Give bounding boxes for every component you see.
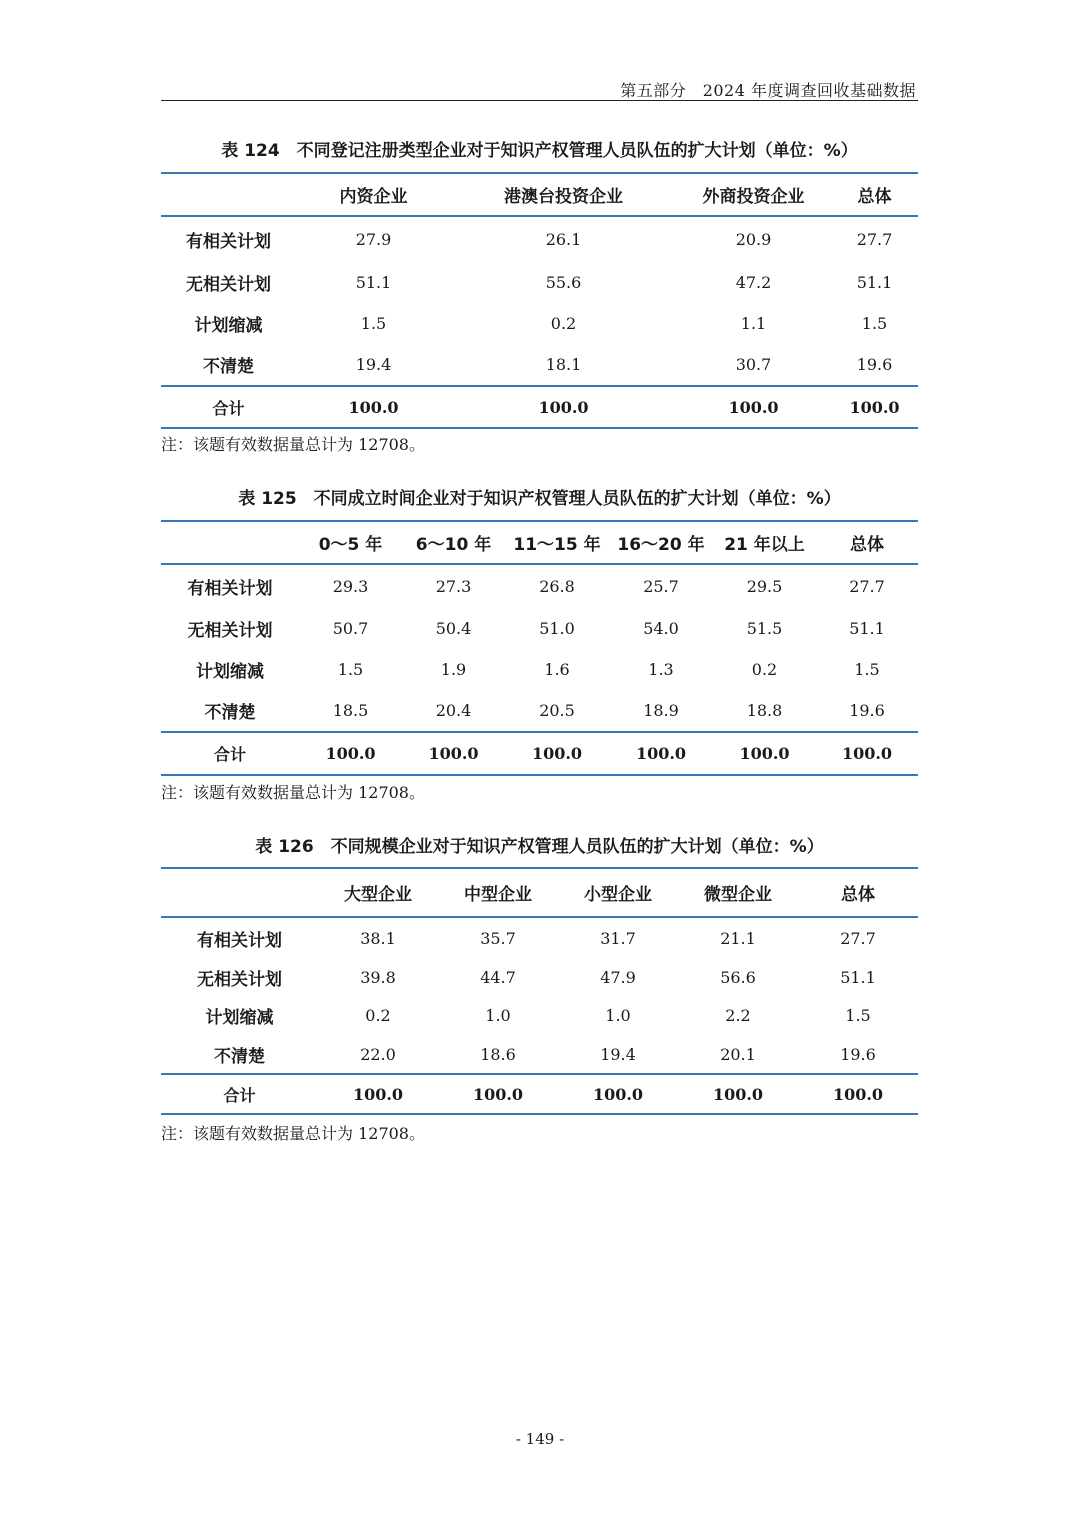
column-header: 0～5 年	[318, 535, 383, 555]
table-cell: 19.6	[856, 355, 893, 374]
table-cell: 100.0	[712, 1084, 764, 1104]
table-cell: 35.7	[480, 928, 516, 948]
table-cell: 26.1	[545, 230, 582, 249]
table-cell: 1.5	[360, 314, 387, 333]
table-header-row	[161, 868, 918, 917]
table-cell: 47.2	[735, 273, 772, 292]
table-cell: 51.1	[849, 619, 885, 638]
table-header-row	[161, 173, 918, 216]
table-cell: 51.1	[355, 273, 392, 292]
row-label: 无相关计划	[197, 969, 282, 990]
table-cell: 0.2	[550, 314, 577, 333]
table-cell: 18.5	[332, 701, 369, 720]
table-cell: 21.1	[720, 928, 756, 948]
table-cell: 100.0	[832, 1084, 884, 1104]
table-row	[161, 216, 918, 262]
table-row	[161, 608, 918, 649]
table-cell: 22.0	[360, 1044, 396, 1064]
table-row	[161, 996, 918, 1035]
table-cell: 18.1	[545, 355, 582, 374]
column-header: 小型企业	[584, 885, 652, 905]
table-header-row	[161, 521, 918, 564]
row-label: 不清楚	[214, 1046, 265, 1067]
table-cell: 100.0	[472, 1084, 524, 1104]
table-cell: 18.8	[746, 701, 783, 720]
table-cell: 1.9	[440, 660, 467, 679]
table-cell: 100.0	[849, 397, 900, 417]
column-header	[161, 868, 318, 917]
row-label: 无相关计划	[186, 275, 271, 295]
table-cell: 100.0	[841, 744, 893, 763]
table-125-caption: 表 125 不同成立时间企业对于知识产权管理人员队伍的扩大计划（单位：%）	[238, 489, 841, 509]
table-125-note: 注：该题有效数据量总计为 12708。	[161, 783, 425, 802]
table-cell: 27.9	[355, 230, 392, 249]
column-header: 总体	[841, 885, 875, 905]
table-cell: 1.5	[861, 314, 888, 333]
table-cell: 26.8	[539, 577, 575, 596]
table-row	[161, 303, 918, 344]
table-cell: 51.1	[856, 273, 893, 292]
table-126-note: 注：该题有效数据量总计为 12708。	[161, 1124, 425, 1143]
column-header	[161, 173, 296, 216]
column-header: 港澳台投资企业	[504, 187, 623, 207]
running-header	[161, 76, 918, 101]
table-cell: 100.0	[428, 744, 479, 763]
column-header: 总体	[857, 187, 892, 207]
table-cell: 19.4	[355, 355, 392, 374]
table-row	[161, 1035, 918, 1074]
table-cell: 18.6	[480, 1044, 516, 1064]
table-cell: 50.4	[435, 619, 472, 638]
table-row	[161, 958, 918, 996]
column-header: 中型企业	[464, 885, 532, 905]
column-header: 内资企业	[339, 187, 408, 207]
table-cell: 100.0	[352, 1084, 404, 1104]
table-126	[161, 867, 918, 1115]
table-124	[161, 172, 918, 429]
table-cell: 1.3	[648, 660, 674, 679]
table-cell: 27.3	[435, 577, 472, 596]
column-header: 11～15 年	[513, 535, 601, 555]
table-total-row	[161, 732, 918, 775]
column-header: 外商投资企业	[702, 187, 805, 207]
table-126-caption: 表 126 不同规模企业对于知识产权管理人员队伍的扩大计划（单位：%）	[255, 837, 824, 857]
row-label: 合计	[213, 745, 246, 764]
row-label: 有相关计划	[187, 579, 273, 599]
table-cell: 1.5	[845, 1006, 871, 1025]
table-cell: 27.7	[849, 577, 885, 596]
table-total-row	[161, 386, 918, 428]
table-cell: 20.1	[720, 1044, 756, 1064]
table-cell: 51.5	[746, 619, 783, 638]
table-cell: 27.7	[840, 928, 876, 948]
row-label: 有相关计划	[197, 930, 282, 951]
table-cell: 56.6	[720, 967, 756, 987]
running-header-text: 第五部分 2024 年度调查回收基础数据	[620, 81, 916, 100]
table-cell: 50.7	[332, 619, 369, 638]
table-cell: 100.0	[538, 397, 589, 417]
table-cell: 100.0	[635, 744, 687, 763]
table-cell: 31.7	[600, 928, 636, 948]
column-header: 21 年以上	[724, 535, 805, 555]
table-cell: 51.0	[539, 619, 575, 638]
table-cell: 1.5	[854, 660, 880, 679]
row-label: 计划缩减	[205, 1008, 274, 1028]
table-cell: 54.0	[643, 619, 679, 638]
page-number: - 149 -	[515, 1430, 565, 1448]
column-header: 16～20 年	[617, 535, 705, 555]
table-row	[161, 262, 918, 303]
table-cell: 1.5	[337, 660, 364, 679]
table-cell: 2.2	[725, 1006, 751, 1025]
table-row	[161, 917, 918, 958]
table-cell: 27.7	[856, 230, 893, 249]
table-cell: 100.0	[728, 397, 779, 417]
table-cell: 100.0	[592, 1084, 644, 1104]
table-cell: 51.1	[840, 967, 876, 987]
column-header: 6～10 年	[415, 535, 492, 555]
table-row	[161, 564, 918, 608]
table-cell: 55.6	[545, 273, 582, 292]
table-cell: 19.6	[840, 1044, 876, 1064]
table-124-caption: 表 124 不同登记注册类型企业对于知识产权管理人员队伍的扩大计划（单位：%）	[221, 141, 858, 161]
table-125	[161, 520, 918, 776]
column-header: 大型企业	[344, 885, 412, 905]
table-cell: 100.0	[325, 744, 376, 763]
table-cell: 29.5	[746, 577, 783, 596]
table-total-row	[161, 1074, 918, 1114]
table-row	[161, 344, 918, 386]
table-cell: 18.9	[643, 701, 679, 720]
table-cell: 20.5	[539, 701, 575, 720]
table-cell: 39.8	[360, 967, 396, 987]
row-label: 有相关计划	[186, 232, 271, 252]
row-label: 无相关计划	[187, 621, 273, 641]
table-cell: 100.0	[348, 397, 399, 417]
row-label: 合计	[223, 1085, 256, 1105]
table-cell: 1.6	[544, 660, 570, 679]
column-header	[161, 521, 299, 564]
table-cell: 19.4	[600, 1044, 636, 1064]
table-cell: 0.2	[365, 1006, 391, 1025]
table-cell: 20.9	[735, 230, 772, 249]
table-cell: 38.1	[360, 928, 396, 948]
table-cell: 1.0	[605, 1006, 631, 1025]
row-label: 合计	[212, 398, 245, 418]
table-cell: 25.7	[643, 577, 679, 596]
table-cell: 100.0	[531, 744, 583, 763]
table-cell: 0.2	[751, 660, 778, 679]
column-header: 总体	[850, 535, 884, 555]
table-cell: 20.4	[435, 701, 472, 720]
table-cell: 1.1	[740, 314, 767, 333]
table-cell: 100.0	[739, 744, 790, 763]
table-cell: 47.9	[600, 967, 636, 987]
table-cell: 1.0	[485, 1006, 511, 1025]
table-row	[161, 690, 918, 732]
table-cell: 19.6	[849, 701, 885, 720]
row-label: 计划缩减	[194, 316, 263, 336]
table-row	[161, 649, 918, 690]
table-cell: 44.7	[480, 967, 516, 987]
row-label: 计划缩减	[196, 662, 264, 682]
table-cell: 30.7	[735, 355, 772, 374]
row-label: 不清楚	[203, 357, 254, 377]
column-header: 微型企业	[704, 885, 772, 905]
row-label: 不清楚	[204, 703, 256, 723]
table-124-note: 注：该题有效数据量总计为 12708。	[161, 435, 425, 454]
table-cell: 29.3	[332, 577, 369, 596]
